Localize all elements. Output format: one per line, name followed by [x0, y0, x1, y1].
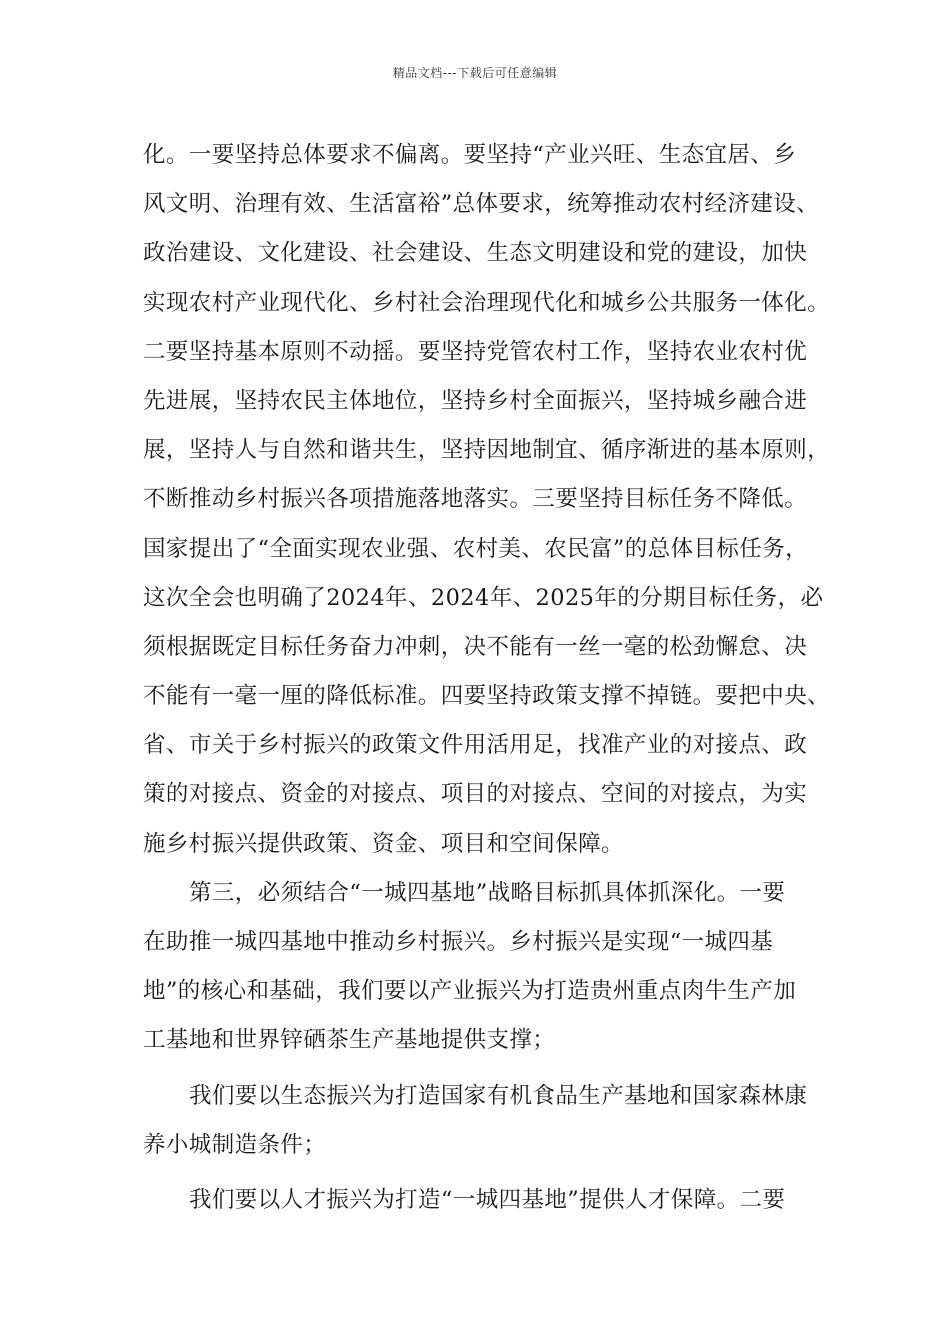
text-line: 不断推动乡村振兴各项措施落地落实。三要坚持目标任务不降低。	[143, 486, 808, 513]
text-line: 二要坚持基本原则不动摇。要坚持党管农村工作，坚持农业农村优	[143, 338, 808, 365]
text-line: 省、市关于乡村振兴的政策文件用活用足，找准产业的对接点、政	[143, 732, 808, 759]
text-line: 展，坚持人与自然和谐共生，坚持因地制宜、循序渐进的基本原则，	[143, 437, 831, 464]
paragraph-2	[143, 869, 825, 1066]
text-line: 化。一要坚持总体要求不偏离。要坚持“产业兴旺、生态宜居、乡	[143, 142, 797, 168]
text-line: 第三，必须结合“一城四基地”战略目标抓具体抓深化。一要	[189, 879, 786, 906]
text-line: 先进展，坚持农民主体地位，坚持乡村全面振兴，坚持城乡融合进	[143, 387, 808, 414]
text-line: 风文明、治理有效、生活富裕”总体要求，统筹推动农村经济建设、	[143, 191, 820, 218]
text-line: 养小城制造条件；	[143, 1131, 327, 1158]
text-line: 工基地和世界锌硒茶生产基地提供支撑；	[143, 1027, 556, 1054]
text-line: 这次全会也明确了2024年、2024年、2025年的分期目标任务，必	[143, 584, 824, 611]
text-line: 政治建设、文化建设、社会建设、生态文明建设和党的建设，加快	[143, 240, 808, 267]
paragraph-4	[143, 1176, 825, 1225]
text-line: 实现农村产业现代化、乡村社会治理现代化和城乡公共服务一体化。	[143, 289, 831, 316]
text-line: 不能有一毫一厘的降低标准。四要坚持政策支撑不掉链。要把中央、	[143, 683, 831, 710]
text-line: 国家提出了“全面实现农业强、农村美、农民富”的总体目标任务，	[143, 535, 809, 562]
text-line: 地”的核心和基础，我们要以产业振兴为打造贵州重点肉牛生产加	[143, 978, 797, 1005]
paragraph-1	[143, 131, 831, 869]
text-line: 我们要以人才振兴为打造“一城四基地”提供人才保障。二要	[189, 1186, 786, 1213]
text-line: 在助推一城四基地中推动乡村振兴。乡村振兴是实现“一城四基	[143, 929, 774, 955]
page-header: 精品文档---下载后可任意编辑	[392, 66, 558, 80]
text-line: 策的对接点、资金的对接点、项目的对接点、空间的对接点，为实	[143, 781, 808, 808]
paragraph-3	[143, 1072, 825, 1170]
text-line: 施乡村振兴提供政策、资金、项目和空间保障。	[143, 830, 624, 857]
text-line: 我们要以生态振兴为打造国家有机食品生产基地和国家森林康	[189, 1082, 808, 1109]
text-line: 须根据既定目标任务奋力冲刺，决不能有一丝一毫的松劲懈怠、决	[143, 633, 808, 660]
body-text	[143, 131, 831, 1225]
